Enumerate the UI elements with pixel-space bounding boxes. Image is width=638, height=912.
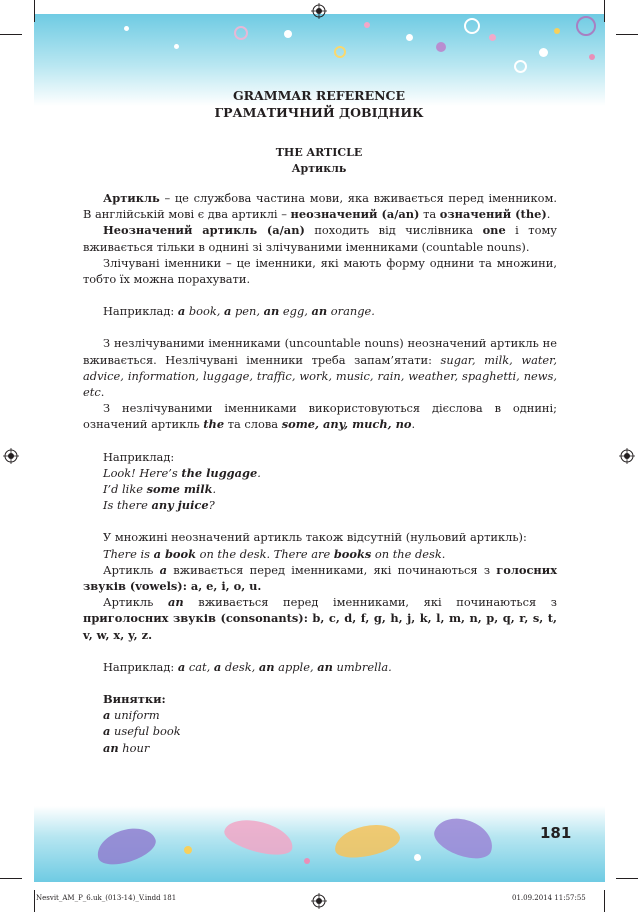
decor-dot [539, 48, 548, 57]
decor-dot [284, 30, 292, 38]
decor-ring [514, 60, 527, 73]
decor-dot [364, 22, 370, 28]
example-countable: Наприклад: a book, a pen, an egg, an orange. [103, 304, 375, 319]
example-line: There is a book on the desk. There are books on the desk. [103, 546, 446, 561]
page-title-en: GRAMMAR REFERENCE [232, 88, 405, 103]
section-title-en: THE ARTICLE [275, 146, 363, 159]
grammar-content [83, 190, 557, 756]
decor-ring [334, 46, 346, 58]
registration-mark-icon [619, 448, 635, 464]
decor-dot [414, 854, 421, 861]
decor-dot [304, 858, 310, 864]
decor-dot [174, 44, 179, 49]
exception-item: an hour [103, 740, 150, 755]
exception-item: a uniform [103, 708, 160, 723]
decor-feather [93, 822, 160, 871]
decor-dot [406, 34, 413, 41]
paragraph-article-a: Артикль a вживається перед іменниками, які починаються з голосних звуків (vowels): a, e, i, o, u. [83, 562, 557, 594]
crop-mark [0, 878, 22, 879]
decor-dot [589, 54, 595, 60]
decor-feather [332, 819, 403, 862]
exceptions-title: Винятки: [103, 692, 166, 707]
example-vowels-consonants: Наприклад: a cat, a desk, an apple, an umbrella. [103, 659, 392, 674]
paragraph-indefinite-article: Неозначений артикль (a/an) походить від числівника one і тому вживається тільки в однині зі злічуваними іменниками (countable nouns). [83, 223, 558, 254]
decor-dot [436, 42, 446, 52]
crop-mark [0, 34, 22, 35]
crop-mark [34, 0, 35, 22]
section-title-uk: Артикль [291, 162, 347, 175]
decor-dot [554, 28, 560, 34]
bottom-decorative-band [34, 806, 605, 882]
exception-item: a useful book [103, 724, 181, 739]
decor-dot [124, 26, 129, 31]
crop-mark [604, 0, 605, 22]
registration-mark-icon [311, 3, 327, 19]
slug-file-name: Nesvit_AM_P_6.uk_(013-14)_V.indd 181 [36, 894, 177, 902]
paragraph-countable-nouns: Злічувані іменники – це іменники, які мають форму однини та множини, тобто їх можна порахувати. [83, 255, 557, 287]
decor-ring [234, 26, 248, 40]
crop-mark [34, 890, 35, 912]
example-line: I’d like some milk. [103, 482, 217, 497]
decor-feather [430, 811, 499, 865]
paragraph-article-definition: Артикль – це службова частина мови, яка вживається перед іменником. В англійській мові є два артиклі – неозначений (a/an) та означений (the). [83, 191, 557, 222]
crop-mark [616, 878, 638, 879]
example-line: Look! Here’s the luggage. [103, 465, 261, 480]
crop-mark [604, 890, 605, 912]
decor-ring [576, 16, 596, 36]
decor-dot [184, 846, 192, 854]
decor-feather [221, 813, 296, 860]
registration-mark-icon [311, 893, 327, 909]
page-title-uk: ГРАМАТИЧНИЙ ДОВІДНИК [214, 105, 424, 120]
paragraph-article-an: Артикль an вживається перед іменниками, які починаються з приголосних звуків (consonants): b, c, d, f, g, h, j, k, l, m, n, p, q, r, s, t, v, w, x, y, z. [83, 595, 557, 642]
paragraph-uncountable-nouns: З незлічуваними іменниками (uncountable nouns) неозначений артикль не вживається. Незлічувані іменники треба запам’ятати: sugar, milk, water, advice, information, luggage, traffic, work, music, rain, weather, spaghetti, news, etc. [83, 336, 557, 400]
decor-ring [464, 18, 480, 34]
registration-mark-icon [3, 448, 19, 464]
slug-date: 01.09.2014 11:57:55 [512, 894, 586, 902]
example-uncountable-lead: Наприклад: [103, 449, 175, 464]
page-number: 181 [540, 824, 572, 842]
example-line: Is there any juice? [103, 498, 215, 513]
paragraph-uncountable-verbs: З незлічуваними іменниками використовуються дієслова в однині; означений артикль the та слова some, any, much, no. [83, 401, 557, 432]
decor-dot [489, 34, 496, 41]
paragraph-plural-zero-article: У множині неозначений артикль також відсутній (нульовий артикль): [103, 530, 527, 545]
crop-mark [616, 34, 638, 35]
